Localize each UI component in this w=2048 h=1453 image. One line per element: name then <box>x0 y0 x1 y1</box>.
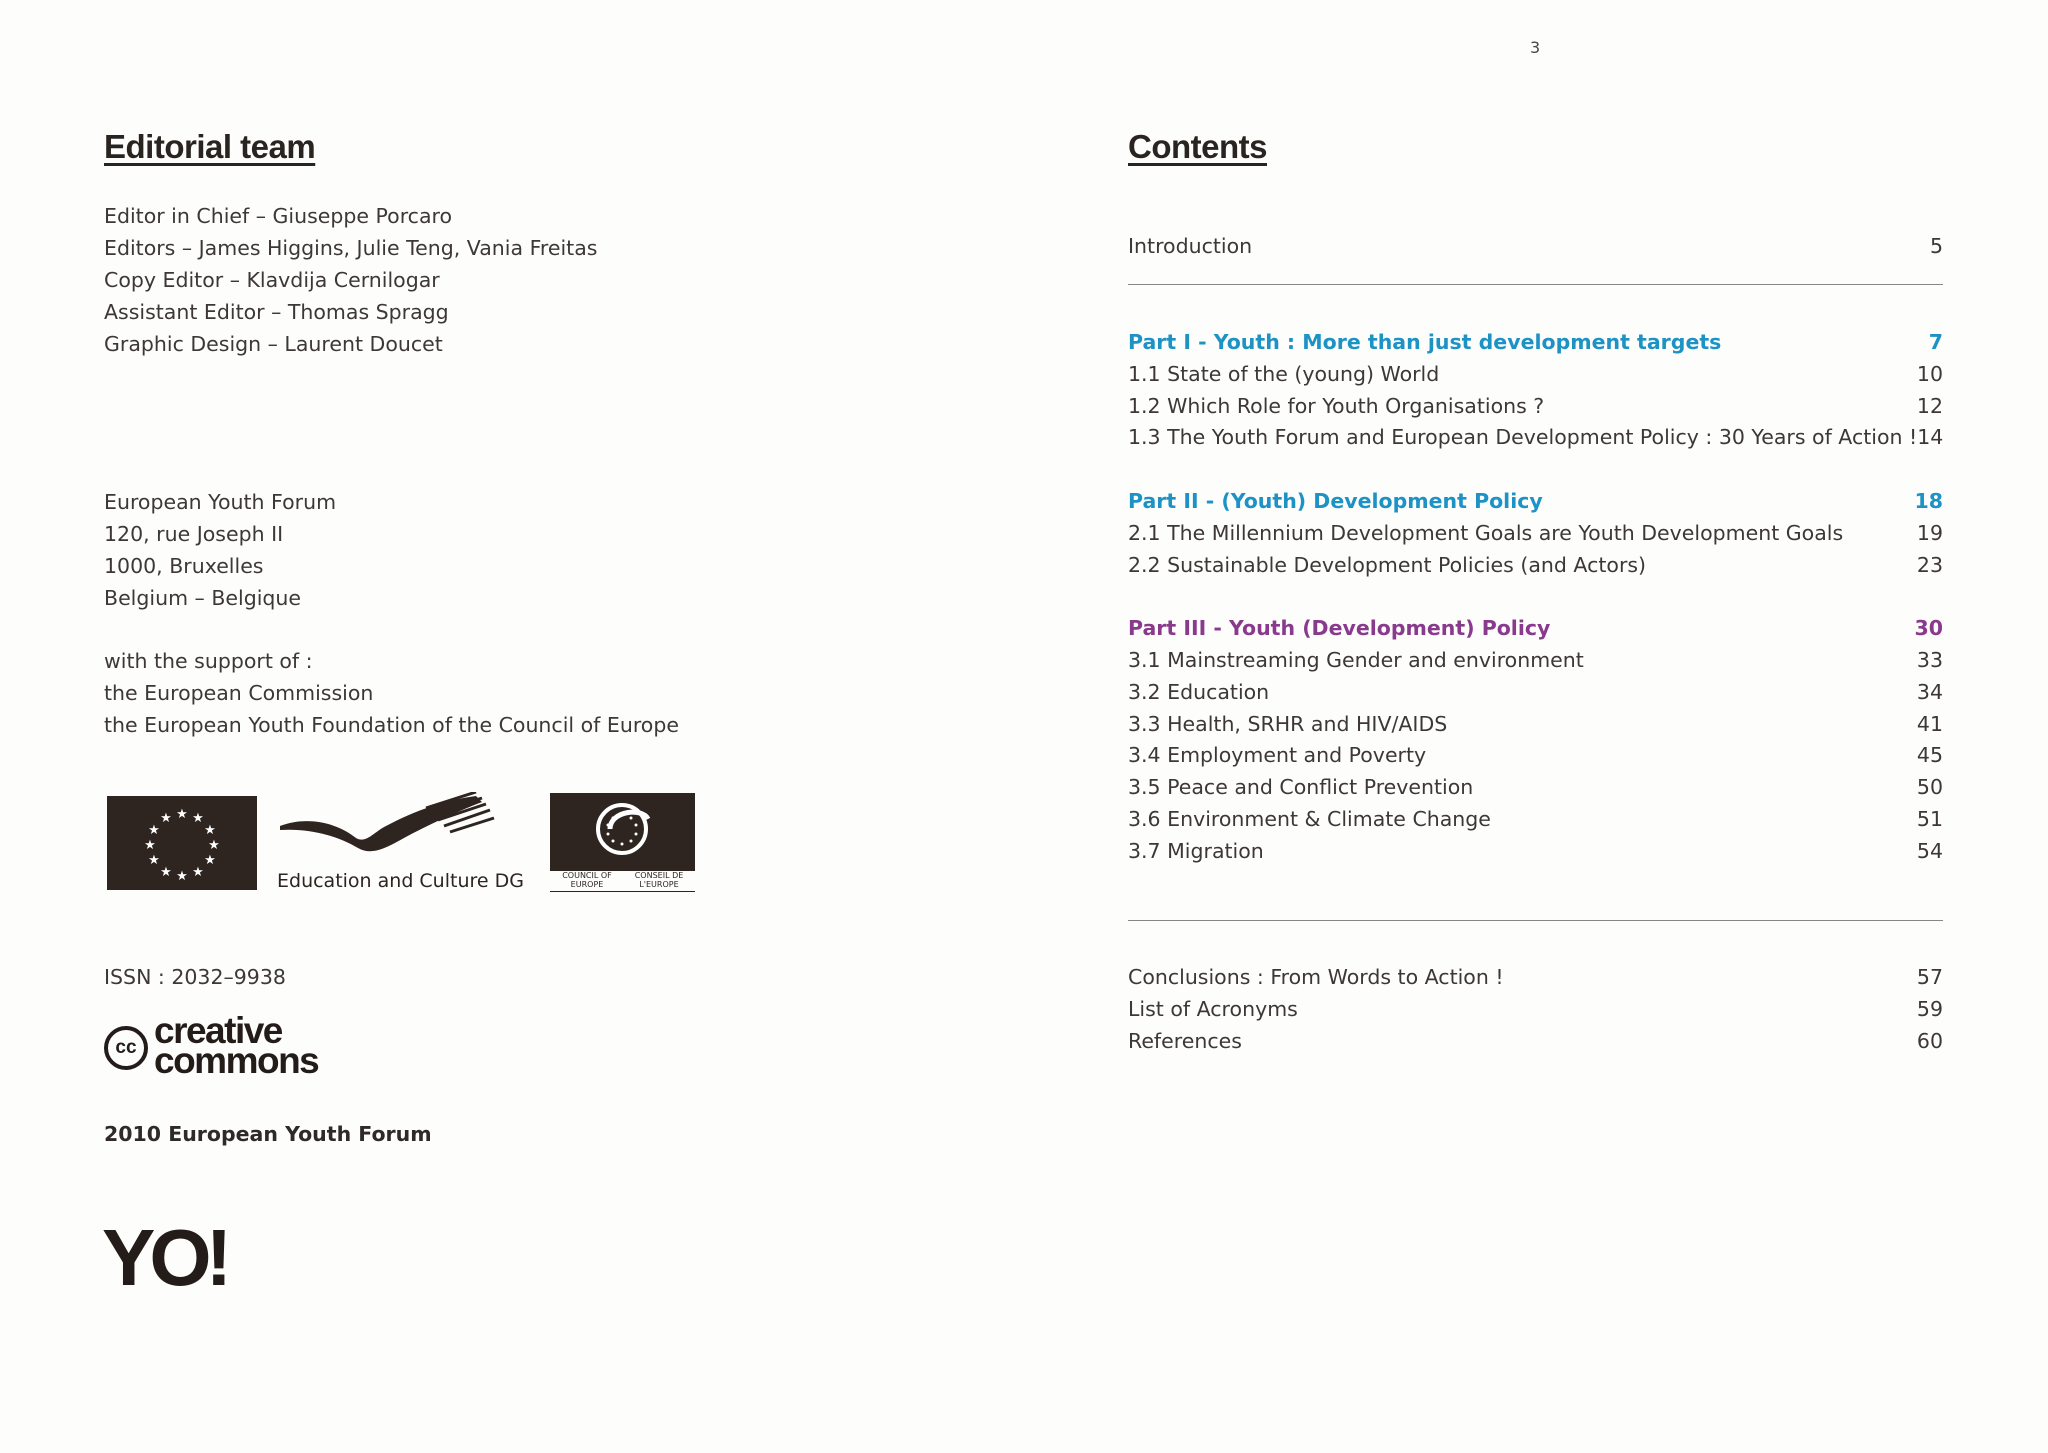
toc-page: 59 <box>1916 997 1943 1021</box>
swoosh-icon <box>276 792 516 862</box>
creative-commons-logo <box>104 1010 364 1082</box>
toc-row[interactable] <box>1128 676 1943 708</box>
toc-page: 12 <box>1916 394 1943 418</box>
toc-page: 18 <box>1914 489 1943 513</box>
toc-page: 41 <box>1916 712 1943 736</box>
editorial-team-list <box>104 200 597 360</box>
address-line: 120, rue Joseph II <box>104 522 284 546</box>
council-of-europe-logo <box>550 793 695 895</box>
toc-page: 19 <box>1916 521 1943 545</box>
toc-title: 3.2 Education <box>1128 680 1270 704</box>
team-line: Graphic Design – Laurent Doucet <box>104 332 443 356</box>
coe-caption-en: COUNCIL OF EUROPE <box>562 871 612 889</box>
toc-title: 3.1 Mainstreaming Gender and environment <box>1128 648 1584 672</box>
toc-row[interactable] <box>1128 549 1943 581</box>
svg-text:★: ★ <box>204 823 216 838</box>
address-block <box>104 486 336 614</box>
team-line: Editors – James Higgins, Julie Teng, Vania Freitas <box>104 236 598 260</box>
page-number: 3 <box>1530 38 1541 57</box>
dg-caption: Education and Culture DG <box>277 870 524 892</box>
copyright: 2010 European Youth Forum <box>104 1122 432 1146</box>
support-line: the European Youth Foundation of the Council of Europe <box>104 713 679 737</box>
toc-page: 50 <box>1916 775 1943 799</box>
toc-page: 23 <box>1916 553 1943 577</box>
toc-part-1[interactable] <box>1128 326 1943 358</box>
toc-title: References <box>1128 1029 1242 1053</box>
toc-page: 7 <box>1928 330 1943 354</box>
svg-text:★: ★ <box>192 811 204 826</box>
team-line: Copy Editor – Klavdija Cernilogar <box>104 268 440 292</box>
cc-word-creative: creative <box>154 1010 282 1051</box>
svg-text:★: ★ <box>148 853 160 868</box>
toc-title: 3.3 Health, SRHR and HIV/AIDS <box>1128 712 1448 736</box>
address-line: 1000, Bruxelles <box>104 554 264 578</box>
svg-text:★: ★ <box>204 853 216 868</box>
svg-text:★: ★ <box>160 865 172 880</box>
toc-row[interactable] <box>1128 517 1943 549</box>
svg-text:★: ★ <box>160 811 172 826</box>
toc-row-conclusions[interactable] <box>1128 961 1943 993</box>
toc-part-3[interactable] <box>1128 612 1943 644</box>
toc-title: 2.1 The Millennium Development Goals are Youth Development Goals <box>1128 521 1844 545</box>
toc-row[interactable] <box>1128 771 1943 803</box>
cc-badge-icon: cc <box>104 1026 148 1070</box>
toc-page: 57 <box>1916 965 1943 989</box>
svg-text:★: ★ <box>176 807 188 822</box>
support-line: with the support of : <box>104 649 313 673</box>
contents-heading: Contents <box>1128 128 1267 165</box>
toc-title: 2.2 Sustainable Development Policies (and Actors) <box>1128 553 1647 577</box>
toc-page: 30 <box>1914 616 1943 640</box>
support-block <box>104 645 679 741</box>
team-line: Assistant Editor – Thomas Spragg <box>104 300 449 324</box>
address-line: European Youth Forum <box>104 490 337 514</box>
toc-row[interactable] <box>1128 644 1943 676</box>
toc-part-2[interactable] <box>1128 485 1943 517</box>
toc-title: List of Acronyms <box>1128 997 1298 1021</box>
editorial-heading: Editorial team <box>104 128 316 165</box>
eu-flag-icon <box>107 796 257 890</box>
svg-text:★: ★ <box>208 838 220 853</box>
toc-row[interactable] <box>1128 708 1943 740</box>
toc-page: 45 <box>1916 743 1943 767</box>
toc-page: 33 <box>1916 648 1943 672</box>
coe-caption-fr: CONSEIL DE L'EUROPE <box>634 871 684 889</box>
toc-title: 3.4 Employment and Poverty <box>1128 743 1427 767</box>
toc-title: 3.6 Environment & Climate Change <box>1128 807 1491 831</box>
divider <box>1128 284 1943 285</box>
toc-page: 5 <box>1929 234 1943 258</box>
cc-word-commons: commons <box>154 1040 319 1081</box>
toc-title: 1.2 Which Role for Youth Organisations ? <box>1128 394 1545 418</box>
coe-emblem-icon <box>550 793 695 871</box>
toc-row-introduction[interactable] <box>1128 230 1943 262</box>
svg-text:★: ★ <box>176 869 188 884</box>
toc-row[interactable] <box>1128 421 1943 453</box>
svg-text:★: ★ <box>144 838 156 853</box>
toc-page: 10 <box>1916 362 1943 386</box>
svg-text:★: ★ <box>192 865 204 880</box>
toc-title: Part II - (Youth) Development Policy <box>1128 489 1543 513</box>
toc-title: 1.1 State of the (young) World <box>1128 362 1440 386</box>
support-line: the European Commission <box>104 681 374 705</box>
toc-page: 54 <box>1916 839 1943 863</box>
toc-title: 3.5 Peace and Conflict Prevention <box>1128 775 1474 799</box>
toc-row[interactable] <box>1128 358 1943 390</box>
yo-logo: YO! <box>102 1213 227 1302</box>
cc-wordmark <box>154 1010 319 1081</box>
team-line: Editor in Chief – Giuseppe Porcaro <box>104 204 453 228</box>
toc-row[interactable] <box>1128 739 1943 771</box>
toc-page: 60 <box>1916 1029 1943 1053</box>
toc-title: Part III - Youth (Development) Policy <box>1128 616 1551 640</box>
address-line: Belgium – Belgique <box>104 586 302 610</box>
toc-row[interactable] <box>1128 835 1943 867</box>
toc-page: 14 <box>1917 425 1944 449</box>
toc-row-references[interactable] <box>1128 1025 1943 1057</box>
toc-title: 3.7 Migration <box>1128 839 1264 863</box>
divider <box>1128 920 1943 921</box>
toc-title: Part I - Youth : More than just development targets <box>1128 330 1722 354</box>
toc-row[interactable] <box>1128 803 1943 835</box>
toc-row-acronyms[interactable] <box>1128 993 1943 1025</box>
toc-page: 51 <box>1916 807 1943 831</box>
coe-underline <box>550 891 695 892</box>
svg-text:★: ★ <box>148 823 160 838</box>
toc-title: 1.3 The Youth Forum and European Development Policy : 30 Years of Action ! <box>1128 425 1918 449</box>
education-culture-dg-logo <box>276 792 524 892</box>
toc-title: Introduction <box>1128 234 1253 258</box>
toc-title: Conclusions : From Words to Action ! <box>1128 965 1504 989</box>
toc-row[interactable] <box>1128 390 1943 422</box>
toc-page: 34 <box>1916 680 1943 704</box>
issn: ISSN : 2032–9938 <box>104 965 286 989</box>
